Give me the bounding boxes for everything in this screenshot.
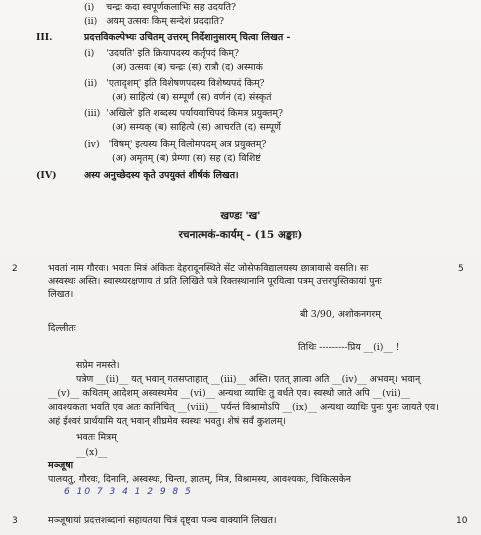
s3-q4-options: (अ) अमृतम् (ब) प्रेम्णा (स) सह (द) विशिष्टं: [112, 153, 261, 164]
s3-q1-options: (अ) उत्सवः (ब) चन्द्रः (स) रात्रौ (द) अस्माकं: [112, 62, 263, 73]
letter-blank-x: __(x)__: [76, 447, 108, 458]
q2-text-line1: भवतां नाम गौरवः। भवतः मित्रं अंकितः देहरादूनस्थिते सेंट जोसेफविद्यालयस्य छात्रावासे वसति। सः: [48, 263, 369, 274]
q3-marks: 10: [456, 516, 468, 526]
q3-number: 3: [12, 516, 18, 526]
handwritten-numbers: 6 10 7 3 4 1 2 9 8 5: [64, 487, 193, 497]
letter-body-2: __(v)__ कथितम् आदेशम् अस्वस्थमेव __(vi)__ अन्यथा व्याधिः तु वर्धते एव। स्वस्थो जाते अपि __(vii)__: [48, 388, 411, 399]
letter-body-4: अहं ईश्वरं प्रार्थयामि यत् भवान् शीघ्रमेव स्वस्थः भवतु। शेषं सर्वं कुशलम्।: [48, 416, 286, 427]
q2-number: 2: [12, 264, 18, 274]
q-item-i: (i) चन्द्रः कदा स्वपूर्णकलाभिः सह उदयति?: [84, 2, 237, 13]
letter-city: दिल्लीतः: [48, 323, 76, 334]
letter-address: बी 3/90, अशोकनगरम्: [300, 309, 381, 320]
letter-greeting: सप्रेम नमस्ते।: [76, 360, 120, 371]
s3-q1: (i) 'उदयति' इति क्रियापदस्य कर्तृपदं किम्?: [84, 48, 240, 59]
letter-date-line: तिथिः ---------प्रिय __(i)__ !: [298, 342, 400, 353]
section-III-label: III.: [36, 32, 53, 43]
q2-marks: 5: [458, 264, 464, 274]
word-box-title: मञ्जूषा: [48, 460, 74, 471]
q-item-ii: (ii) अयम् उत्सवः किम् सन्देशं प्रददाति?: [84, 16, 224, 27]
section-heading: खण्डः 'ख': [220, 210, 261, 222]
letter-body-3: आवश्यकता भवति एव अतः कानिचित् __(viii)__ पर्यन्तं विश्रामोऽपि __(ix)__ अन्यथा व्याधिः पुनः पुनः जायते एव।: [48, 402, 439, 413]
s3-q2-options: (अ) साहित्यं (ब) सम्पूर्णं (स) वर्णनं (द) संस्कृतं: [112, 92, 272, 103]
section-III-instruction: प्रदत्तविकल्पेभ्यः उचितम् उत्तरम् निर्देशानुसारम् चित्वा लिखत -: [84, 32, 291, 43]
section-IV-label: (IV): [36, 170, 57, 181]
section-subheading: रचनात्मकं-कार्यम् - (15 अङ्काः): [178, 229, 303, 241]
q2-text-line2: अस्वस्थः अस्ति। स्वास्थ्यरक्षणाय तं प्रति लिखिते पत्रे रिक्तस्थानानि पूरयित्वा पत्रम् उत्तरपुस्तिकायां पुनः: [48, 276, 382, 287]
section-IV-instruction: अस्य अनुच्छेदस्य कृते उपयुक्तं शीर्षकं लिखत।: [84, 170, 239, 181]
q3-text: मञ्जूषायां प्रदत्तशब्दानां सहायतया चित्रं दृष्ट्वा पञ्च वाक्यानि लिखत।: [48, 515, 277, 526]
s3-q4: (iv) 'विषम्' इत्यस्य किम् विलोमपदम् अत्र प्रयुक्तम्?: [84, 139, 267, 150]
letter-closing: भवतः मित्रम्: [76, 432, 117, 443]
q2-text-line3: लिखत।: [48, 289, 74, 300]
letter-body-1: पत्रेण __(ii)__ यत् भवान् गतसप्ताहात् __(iii)__ अस्ति। एतत् ज्ञात्वा अति __(iv)__ अभवम्। भवान्: [76, 374, 421, 385]
word-box-words: पालयतु, गौरवः, दिनानि, अस्वस्थः, चिन्ता, ज्ञातम्, मित्र, विश्रामस्य, आवश्यकः, चिकित्सकेन: [48, 474, 351, 485]
s3-q2: (ii) 'एतादृशम्' इति विशेषणपदस्य विशेष्यपदं किम्?: [84, 78, 265, 89]
s3-q3-options: (अ) सम्यक् (ब) साहित्ये (स) आचरति (द) सम्पूर्णे: [112, 122, 281, 133]
s3-q3: (iii) 'अखिले' इति शब्दस्य पर्यायवाचिपदं किमत्र प्रयुक्तम्?: [84, 108, 284, 119]
